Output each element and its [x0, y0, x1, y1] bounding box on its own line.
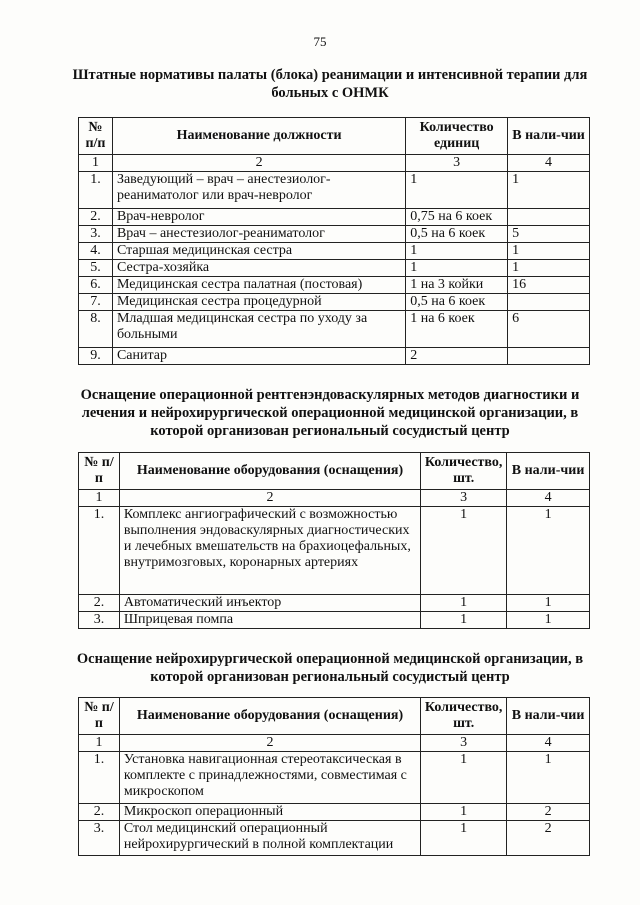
table-row — [79, 209, 590, 226]
col-number: 1 — [79, 735, 120, 752]
available — [508, 294, 590, 311]
row-number: 6. — [79, 277, 113, 294]
quantity: 0,5 на 6 коек — [406, 226, 508, 243]
quantity: 1 — [406, 260, 508, 277]
available: 6 — [508, 311, 590, 348]
row-number: 4. — [79, 243, 113, 260]
table-row — [79, 612, 590, 629]
quantity: 0,75 на 6 коек — [406, 209, 508, 226]
quantity: 1 — [421, 804, 507, 821]
col-number: 3 — [421, 735, 507, 752]
available: 2 — [507, 804, 590, 821]
row-number: 8. — [79, 311, 113, 348]
available: 1 — [508, 260, 590, 277]
equipment-name: Шприцевая помпа — [119, 612, 420, 629]
header-number: № п/п — [79, 453, 120, 490]
quantity: 1 — [421, 507, 507, 595]
table-row — [79, 277, 590, 294]
row-number: 1. — [79, 752, 120, 804]
quantity: 0,5 на 6 коек — [406, 294, 508, 311]
header-available: В нали-чии — [507, 453, 590, 490]
position-name: Сестра-хозяйка — [112, 260, 405, 277]
position-name: Медицинская сестра палатная (постовая) — [112, 277, 405, 294]
col-number: 3 — [406, 155, 508, 172]
row-number: 3. — [79, 821, 120, 856]
equipment-table-title: Оснащение операционной рентгенэндоваскулярных методов диагностики и лечения и нейрохирургической операционной медицинской организации, в которой организован региональный сосудистый центр — [80, 387, 580, 439]
header-quantity: Количество единиц — [406, 118, 508, 155]
position-name: Врач – анестезиолог-реаниматолог — [112, 226, 405, 243]
position-name: Старшая медицинская сестра — [112, 243, 405, 260]
table-row — [79, 752, 590, 804]
quantity: 2 — [406, 348, 508, 365]
available: 1 — [507, 595, 590, 612]
row-number: 9. — [79, 348, 113, 365]
row-number: 2. — [79, 209, 113, 226]
table-row — [79, 243, 590, 260]
header-equipment: Наименование оборудования (оснащения) — [119, 698, 420, 735]
table-row — [79, 311, 590, 348]
quantity: 1 — [421, 821, 507, 856]
table-row — [79, 260, 590, 277]
table-row — [79, 507, 590, 595]
quantity: 1 — [421, 612, 507, 629]
available: 2 — [507, 821, 590, 856]
header-quantity: Количество, шт. — [421, 453, 507, 490]
table-row — [79, 821, 590, 856]
equipment-name: Комплекс ангиографический с возможностью выполнения эндоваскулярных диагностических и лечебных вмешательств на брахиоцефальных, внутримозговых, коронарных артериях — [119, 507, 420, 595]
position-name: Врач-невролог — [112, 209, 405, 226]
row-number: 1. — [79, 172, 113, 209]
row-number: 3. — [79, 612, 120, 629]
available — [508, 209, 590, 226]
col-number: 2 — [119, 735, 420, 752]
equipment-name: Стол медицинский операционный нейрохирургический в полной комплектации — [119, 821, 420, 856]
row-number: 7. — [79, 294, 113, 311]
row-number: 2. — [79, 595, 120, 612]
staff-table — [78, 117, 590, 365]
table-row — [79, 595, 590, 612]
equipment-name: Автоматический инъектор — [119, 595, 420, 612]
col-number: 4 — [507, 735, 590, 752]
quantity: 1 — [421, 752, 507, 804]
header-available: В нали-чии — [508, 118, 590, 155]
col-number: 1 — [79, 155, 113, 172]
quantity: 1 на 3 койки — [406, 277, 508, 294]
quantity: 1 на 6 коек — [406, 311, 508, 348]
col-number: 4 — [507, 490, 590, 507]
available: 1 — [508, 172, 590, 209]
available: 1 — [507, 612, 590, 629]
equipment-table — [78, 452, 590, 629]
available: 5 — [508, 226, 590, 243]
available — [508, 348, 590, 365]
equipment-name: Микроскоп операционный — [119, 804, 420, 821]
position-name: Санитар — [112, 348, 405, 365]
quantity: 1 — [406, 243, 508, 260]
neurosurgery-table — [78, 697, 590, 856]
position-name: Младшая медицинская сестра по уходу за больными — [112, 311, 405, 348]
table-row — [79, 804, 590, 821]
available: 1 — [507, 507, 590, 595]
table-row — [79, 226, 590, 243]
header-number: № п/п — [79, 118, 113, 155]
header-quantity: Количество, шт. — [421, 698, 507, 735]
col-number: 2 — [119, 490, 420, 507]
row-number: 2. — [79, 804, 120, 821]
table-row — [79, 348, 590, 365]
position-name: Медицинская сестра процедурной — [112, 294, 405, 311]
position-name: Заведующий – врач – анестезиолог-реаниматолог или врач-невролог — [112, 172, 405, 209]
quantity: 1 — [421, 595, 507, 612]
available: 1 — [508, 243, 590, 260]
header-available: В нали-чии — [507, 698, 590, 735]
staff-table-title: Штатные нормативы палаты (блока) реанимации и интенсивной терапии для больных с ОНМК — [72, 67, 588, 101]
header-number: № п/ п — [79, 698, 120, 735]
row-number: 5. — [79, 260, 113, 277]
neurosurgery-table-title: Оснащение нейрохирургической операционной медицинской организации, в которой организован региональный сосудистый центр — [76, 651, 584, 685]
col-number: 4 — [508, 155, 590, 172]
row-number: 3. — [79, 226, 113, 243]
page-number: 75 — [313, 34, 327, 49]
header-position: Наименование должности — [112, 118, 405, 155]
row-number: 1. — [79, 507, 120, 595]
quantity: 1 — [406, 172, 508, 209]
col-number: 3 — [421, 490, 507, 507]
table-row — [79, 172, 590, 209]
header-equipment: Наименование оборудования (оснащения) — [119, 453, 420, 490]
table-row — [79, 294, 590, 311]
col-number: 2 — [112, 155, 405, 172]
available: 16 — [508, 277, 590, 294]
col-number: 1 — [79, 490, 120, 507]
available: 1 — [507, 752, 590, 804]
equipment-name: Установка навигационная стереотаксическая в комплекте с принадлежностями, совместимая с микроскопом — [119, 752, 420, 804]
